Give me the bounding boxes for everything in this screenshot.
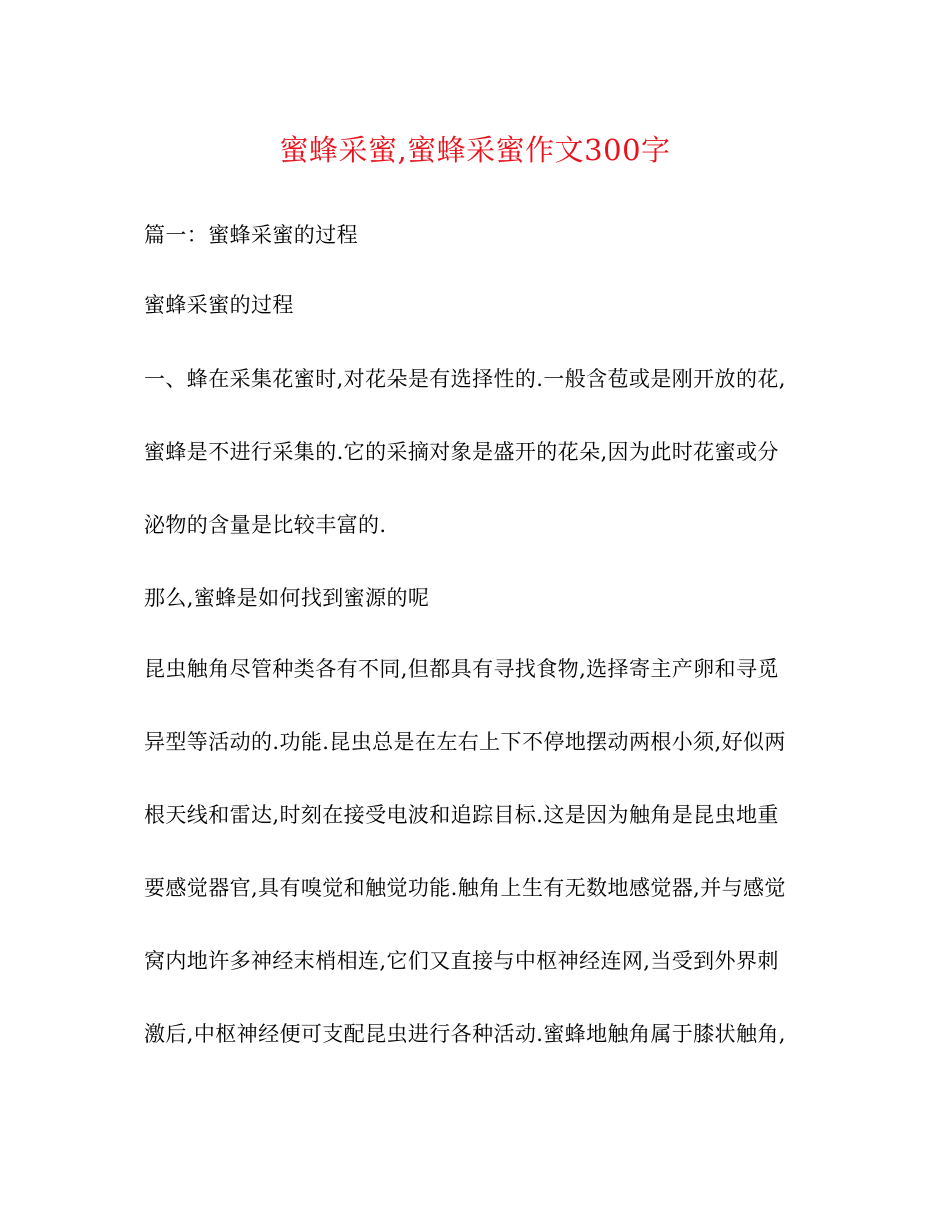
paragraph-line: 要感觉器官,具有嗅觉和触觉功能.触角上生有无数地感觉器,并与感觉 <box>144 876 786 900</box>
paragraph-line: 那么,蜜蜂是如何找到蜜源的呢 <box>144 586 430 610</box>
paragraph-line: 根天线和雷达,时刻在接受电波和追踪目标.这是因为触角是昆虫地重 <box>144 803 779 827</box>
paragraph-line: 激后,中枢神经便可支配昆虫进行各种活动.蜜蜂地触角属于膝状触角, <box>144 1022 786 1046</box>
document-title: 蜜蜂采蜜,蜜蜂采蜜作文300字 <box>279 133 671 167</box>
section-heading: 篇一：蜜蜂采蜜的过程 <box>144 223 358 247</box>
paragraph-line: 一、蜂在采集花蜜时,对花朵是有选择性的.一般含苞或是刚开放的花, <box>144 367 786 391</box>
paragraph-line: 异型等活动的.功能.昆虫总是在左右上下不停地摆动两根小须,好似两 <box>144 730 786 754</box>
paragraph-line: 昆虫触角尽管种类各有不同,但都具有寻找食物,选择寄主产卵和寻觅 <box>144 657 779 681</box>
subheading: 蜜蜂采蜜的过程 <box>144 293 294 317</box>
paragraph-line: 蜜蜂是不进行采集的.它的采摘对象是盛开的花朵,因为此时花蜜或分 <box>144 440 779 464</box>
paragraph-line: 窝内地许多神经末梢相连,它们又直接与中枢神经连网,当受到外界刺 <box>144 949 779 973</box>
paragraph-line: 泌物的含量是比较丰富的. <box>144 513 387 537</box>
